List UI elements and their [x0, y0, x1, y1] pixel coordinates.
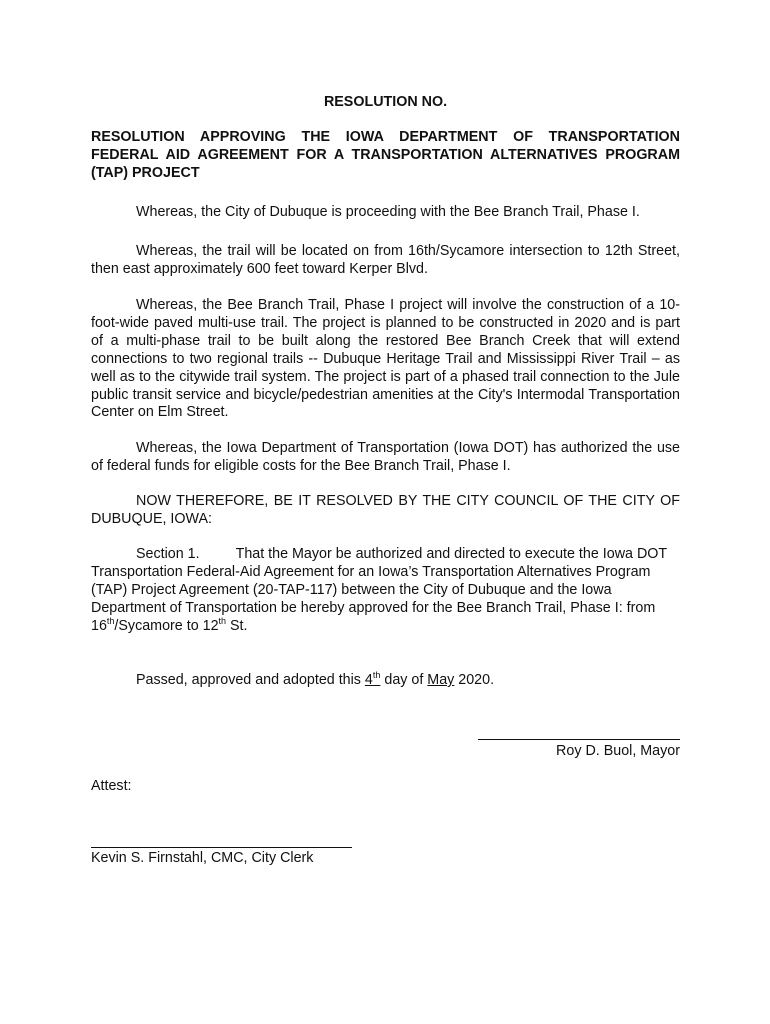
passed-day: 4th: [364, 670, 381, 688]
clerk-signature-line: [91, 847, 352, 848]
attest-label: Attest:: [91, 778, 132, 794]
section-label: Section 1.: [136, 546, 200, 562]
section-text-c: St.: [226, 617, 248, 634]
whereas-paragraph-1: Whereas, the City of Dubuque is proceeding with the Bee Branch Trail, Phase I.: [136, 204, 640, 220]
passed-paragraph: [91, 672, 680, 690]
passed-text-c: 2020.: [454, 672, 495, 688]
document-page: [91, 0, 680, 1024]
passed-month: May: [427, 672, 455, 688]
clerk-signature-name: Kevin S. Firnstahl, CMC, City Clerk: [91, 850, 314, 866]
section-1-paragraph: [91, 546, 680, 636]
whereas-paragraph-3: Whereas, the Bee Branch Trail, Phase I project will involve the construction of a 10-foot-wide paved multi-use trail. The project is planned to be constructed in 2020 and is part of a multi-phase trail to be built along the restored Bee Branch Creek that will extend connections to two regional trails -- Dubuque Heritage Trail and Mississippi River Trail – as well as to the citywide trail system. The project is part of a phased trail connection to the Jule public transit service and bicycle/pedestrian amenities at the City's Intermodal Transportation Center on Elm Street.: [91, 297, 680, 421]
section-text-b: /Sycamore to 12: [114, 617, 219, 634]
mayor-signature-name: Roy D. Buol, Mayor: [556, 743, 680, 759]
resolution-number: RESOLUTION NO.: [323, 94, 448, 110]
section-sup-1: th: [106, 615, 115, 626]
mayor-signature-line: [478, 739, 680, 740]
passed-text-b: day of: [380, 672, 428, 688]
section-sup-2: th: [218, 615, 227, 626]
section-text-a: That the Mayor be authorized and directed to execute the Iowa DOT Transportation Federal-Aid Agreement for an Iowa’s Transportation Alternatives Program (TAP) Project Agreement (20-TAP-117) between the City of Dubuque and the Iowa Department of Transportation be hereby approved for the Bee Branch Trail, Phase I: from 16: [91, 546, 667, 634]
passed-text-a: Passed, approved and adopted this: [136, 672, 365, 688]
whereas-paragraph-2: Whereas, the trail will be located on from 16th/Sycamore intersection to 12th Street, then east approximately 600 feet toward Kerper Blvd.: [91, 243, 680, 277]
passed-day-sup: th: [372, 670, 381, 681]
whereas-paragraph-4: Whereas, the Iowa Department of Transportation (Iowa DOT) has authorized the use of federal funds for eligible costs for the Bee Branch Trail, Phase I.: [91, 440, 680, 474]
resolved-paragraph: NOW THEREFORE, BE IT RESOLVED BY THE CITY COUNCIL OF THE CITY OF DUBUQUE, IOWA:: [91, 493, 680, 527]
resolution-heading: RESOLUTION APPROVING THE IOWA DEPARTMENT OF TRANSPORTATION FEDERAL AID AGREEMENT FOR A TRANSPORTATION ALTERNATIVES PROGRAM (TAP) PROJECT: [91, 129, 680, 181]
